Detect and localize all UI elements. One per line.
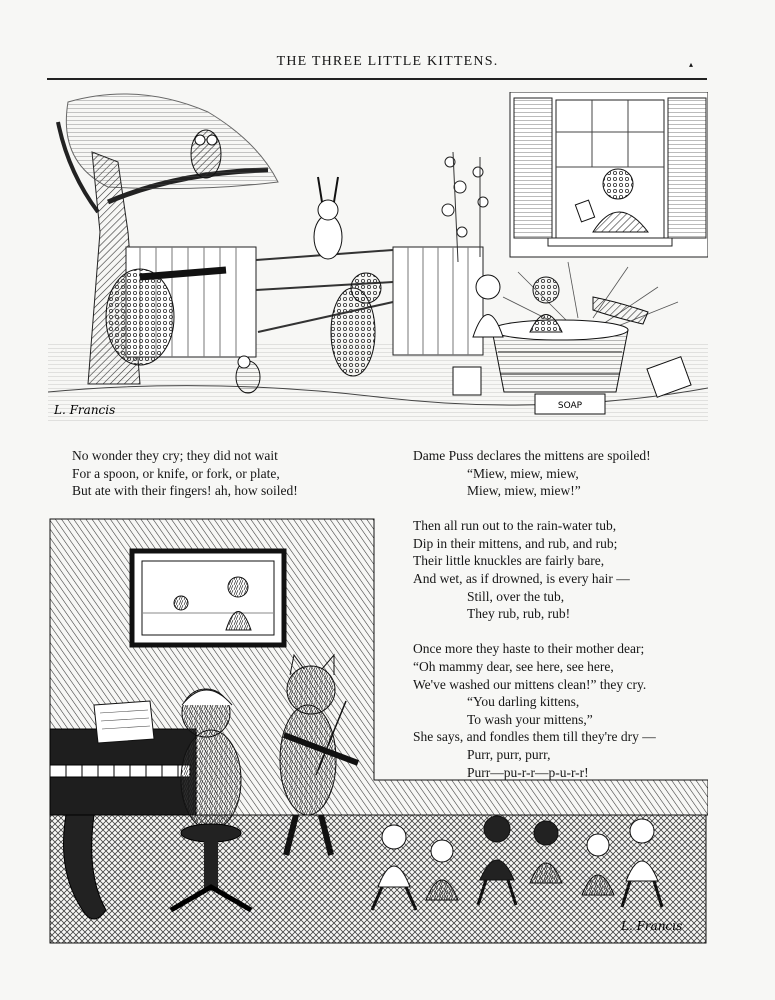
verse-line: “Oh mammy dear, see here, see here, <box>413 658 614 674</box>
header-rule <box>47 78 707 80</box>
stanza <box>72 447 298 500</box>
verse-line: Miew, miew, miew!” <box>467 483 581 499</box>
verse-line: But ate with their fingers! ah, how soiled! <box>72 483 298 499</box>
verse-line: Still, over the tub, <box>467 588 565 604</box>
verse-line: Dip in their mittens, and rub, and rub; <box>413 535 618 551</box>
verse-line: To wash your mittens,” <box>467 711 593 727</box>
illustration-piano-dance-scene-svg <box>46 515 708 947</box>
verse-line: “Miew, miew, miew, <box>467 465 579 481</box>
soap-label: SOAP <box>557 401 583 411</box>
verse-left-column <box>72 447 298 517</box>
running-head-title: THE THREE LITTLE KITTENS. <box>276 54 499 69</box>
verse-line: We've washed our mittens clean!” they cry. <box>413 676 647 692</box>
signature-top: L. Francis <box>54 403 116 417</box>
illustration-tub-scene <box>48 92 708 424</box>
illustration-piano-dance-scene <box>46 515 708 947</box>
verse-line: For a spoon, or knife, or fork, or plate, <box>72 465 280 481</box>
verse-line: She says, and fondles them till they're dry — <box>413 729 656 745</box>
verse-line: Once more they haste to their mother dear; <box>413 641 645 657</box>
page-mark: ▴ <box>689 60 694 69</box>
illustration-tub-scene-svg <box>48 92 708 424</box>
verse-line: Dame Puss declares the mittens are spoiled! <box>413 448 651 463</box>
verse-line: Purr—pu-r-r—p-u-r-r! <box>467 764 589 780</box>
verse-line: They rub, rub, rub! <box>467 606 571 622</box>
stanza <box>413 447 656 500</box>
verse-line: “You darling kittens, <box>467 694 580 710</box>
verse-line: Their little knuckles are fairly bare, <box>413 553 605 569</box>
verse-line: And wet, as if drowned, is every hair — <box>413 571 630 587</box>
verse-line: Purr, purr, purr, <box>467 746 551 762</box>
verse-line: Then all run out to the rain-water tub, <box>413 518 617 534</box>
verse-line: No wonder they cry; they did not wait <box>72 448 278 463</box>
signature-bottom: L. Francis <box>621 919 683 933</box>
